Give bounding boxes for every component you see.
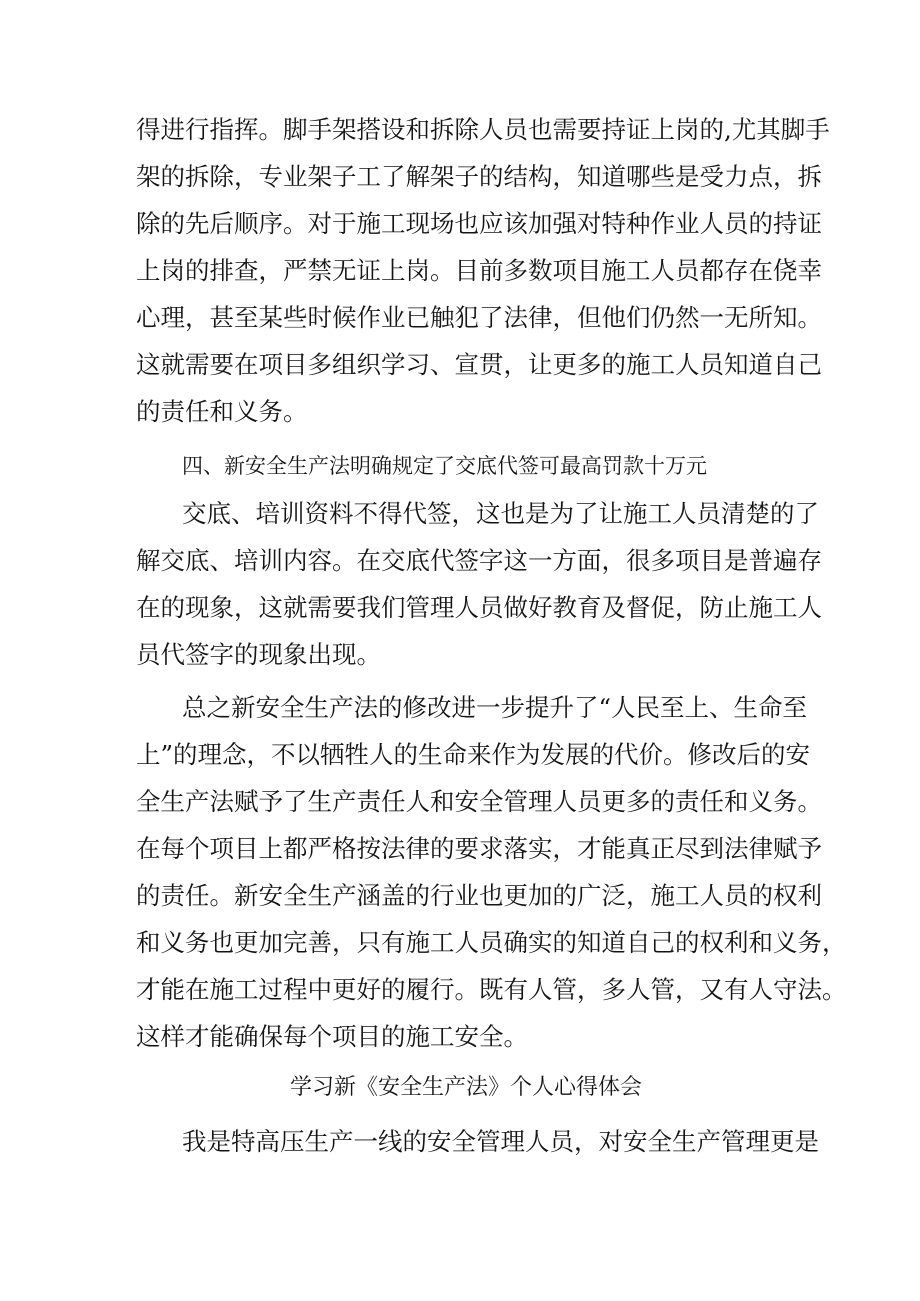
paragraph-line: 上”的理念，不以牺牲人的生命来作为发展的代价。修改后的安	[136, 740, 811, 769]
paragraph-line: 除的先后顺序。对于施工现场也应该加强对特种作业人员的持证	[136, 209, 822, 238]
section-heading: 四、新安全生产法明确规定了交底代签可最高罚款十万元	[182, 454, 707, 478]
paragraph-line: 解交底、培训内容。在交底代签字这一方面，很多项目是普遍存	[136, 546, 822, 575]
paragraph-line: 我是特高压生产一线的安全管理人员，对安全生产管理更是	[182, 1127, 819, 1156]
paragraph-line: 的责任和义务。	[136, 397, 308, 426]
paragraph-line: 和义务也更加完善，只有施工人员确实的知道自己的权利和义务，	[136, 928, 847, 957]
paragraph-line: 这样才能确保每个项目的施工安全。	[136, 1022, 528, 1051]
paragraph-line: 员代签字的现象出现。	[136, 640, 381, 669]
paragraph-line: 在每个项目上都严格按法律的要求落实，才能真正尽到法律赋予	[136, 834, 822, 863]
paragraph-line: 总之新安全生产法的修改进一步提升了“人民至上、生命至	[182, 693, 808, 722]
paragraph-line: 的责任。新安全生产涵盖的行业也更加的广泛，施工人员的权利	[136, 881, 822, 910]
paragraph-line: 才能在施工过程中更好的履行。既有人管，多人管，又有人守法。	[136, 975, 847, 1004]
paragraph-line: 交底、培训资料不得代签，这也是为了让施工人员清楚的了	[182, 499, 819, 528]
article-title: 学习新《安全生产法》个人心得体会	[290, 1075, 643, 1100]
paragraph-line: 全生产法赋予了生产责任人和安全管理人员更多的责任和义务。	[136, 787, 822, 816]
paragraph-line: 这就需要在项目多组织学习、宣贯，让更多的施工人员知道自己	[136, 350, 822, 379]
paragraph-line: 架的拆除，专业架子工了解架子的结构，知道哪些是受力点，拆	[136, 162, 822, 191]
paragraph-line: 在的现象，这就需要我们管理人员做好教育及督促，防止施工人	[136, 593, 822, 622]
paragraph-line: 心理，甚至某些时候作业已触犯了法律，但他们仍然一无所知。	[136, 303, 822, 332]
paragraph-line: 得进行指挥。脚手架搭设和拆除人员也需要持证上岗的,尤其脚手	[136, 115, 830, 144]
paragraph-line: 上岗的排查，严禁无证上岗。目前多数项目施工人员都存在侥幸	[136, 256, 822, 285]
